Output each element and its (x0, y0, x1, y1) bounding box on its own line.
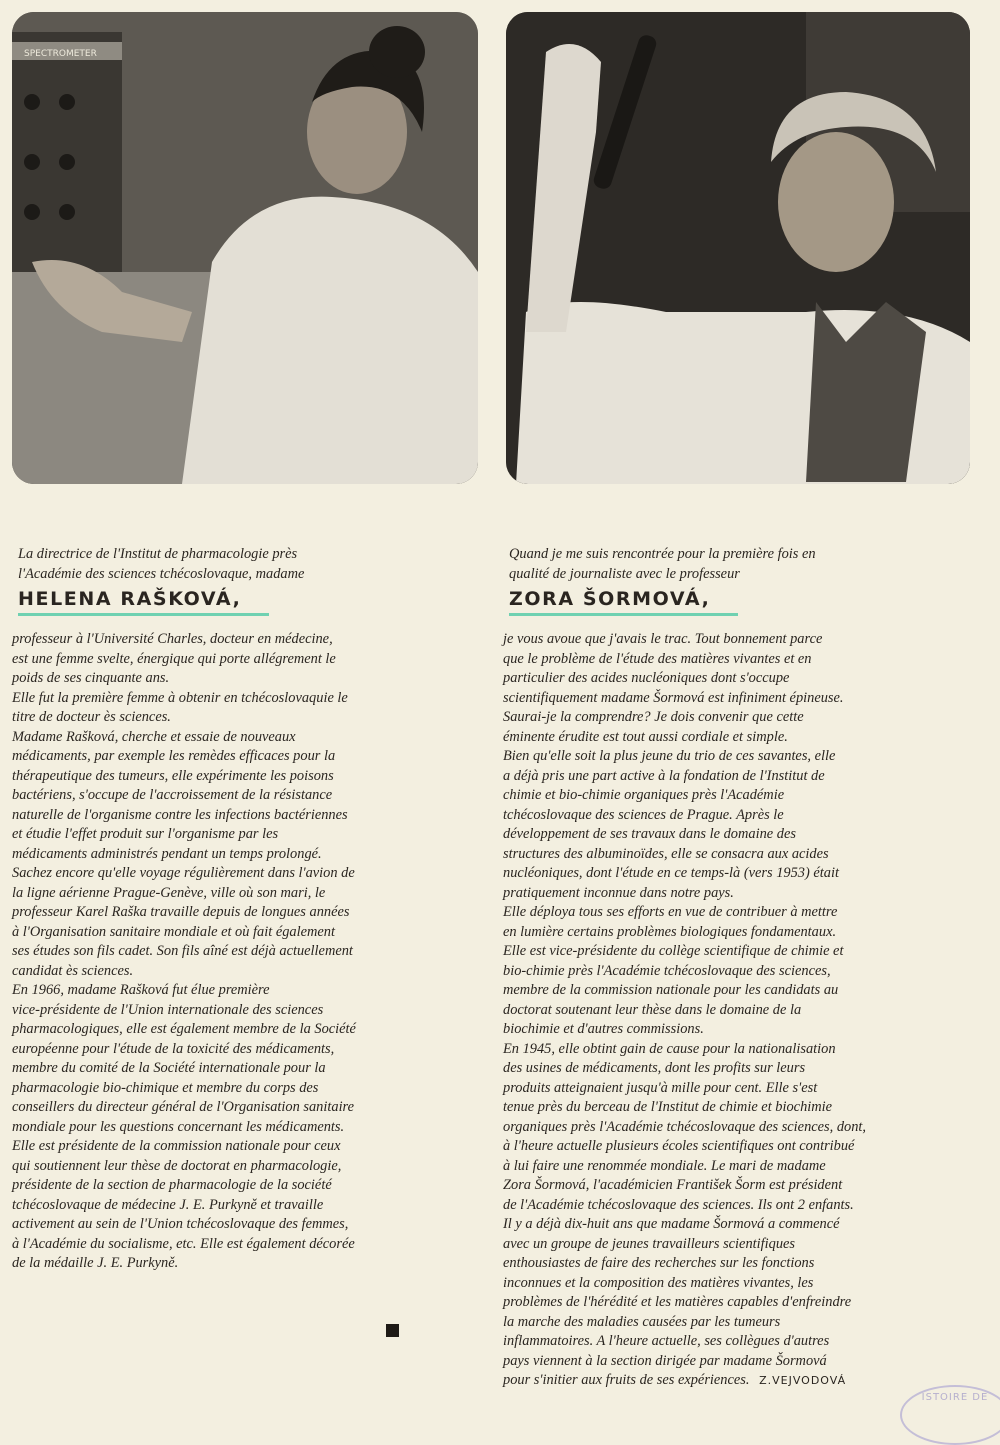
body-text (503, 630, 973, 1391)
intro-text: Quand je me suis rencontrée pour la première fois en qualité de journaliste avec le professeur (509, 546, 816, 582)
name-heading: HELENA RAŠKOVÁ, (18, 588, 269, 616)
photo-zora-sormova (506, 12, 970, 484)
library-stamp: ISTOIRE DE (900, 1385, 1000, 1445)
photo-right-illustration (506, 12, 970, 484)
end-of-article-mark (386, 1324, 399, 1337)
photo-left-illustration (12, 12, 478, 484)
photo-helena-raskova (12, 12, 478, 484)
spectrometer-label: SPECTROMETER (24, 49, 97, 59)
author-signature: Z.VEJVODOVÁ (759, 1374, 847, 1387)
body-text: professeur à l'Université Charles, docteur en médecine, est une femme svelte, énergique qui porte allégrement le poids de ses cinquante ans. Elle fut la première femme à obtenir en tchécoslovaquie le titre de docteur ès sciences. Madame Rašková, cherche et essaie de nouveaux médicaments, par exemple les remèdes efficaces pour la thérapeutique des tumeurs, elle expérimente les poisons bactériens, s'occupe de l'accroissement de la résistance naturelle de l'organisme contre les infections bactériennes et étudie l'effet produit sur l'organisme par les médicaments administrés pendant un temps prolongé. Sachez encore qu'elle voyage régulièrement dans l'avion de la ligne aérienne Prague-Genève, ville où son mari, le professeur Karel Raška travaille depuis de longues années à l'Organisation sanitaire mondiale et où fait également ses études son fils cadet. Son fils aîné est déjà actuellement candidat ès sciences. En 1966, madame Rašková fut élue première vice-présidente de l'Union internationale des sciences pharmacologiques, elle est également membre de la Société européenne pour l'étude de la toxicité des médicaments, membre du comité de la Société internationale pour la pharmacologie bio-chimique et membre du corps des conseillers du directeur général de l'Organisation sanitaire mondiale pour les questions concernant les médicaments. Elle est présidente de la commission nationale pour ceux qui soutiennent leur thèse de doctorat en pharmacologie, présidente de la section de pharmacologie de la société tchécoslovaque de médecine J. E. Purkyně et travaille activement au sein de l'Union tchécoslovaque des femmes, à l'Académie du socialisme, etc. Elle est également décorée de la médaille J. E. Purkyně. (12, 631, 356, 1271)
article-helena-raskova (12, 545, 472, 1274)
name-heading: ZORA ŠORMOVÁ, (509, 588, 738, 616)
article-zora-sormova (503, 545, 973, 1391)
intro-text: La directrice de l'Institut de pharmacologie près l'Académie des sciences tchécoslovaque, madame (18, 546, 305, 582)
body-text-content: je vous avoue que j'avais le trac. Tout bonnement parce que le problème de l'étude des matières vivantes et en particulier des acides nucléoniques dont s'occupe scientifiquement madame Šormová est infiniment épineuse. Saurai-je la comprendre? Je dois convenir que cette éminente érudite est tout aussi cordiale et simple. Bien qu'elle soit la plus jeune du trio de ces savantes, elle a déjà pris une part active à la fondation de l'Institut de chimie et bio-chimie organiques près l'Académie tchécoslovaque des sciences de Prague. Après le développement de ses travaux dans le domaine des structures des albuminoïdes, elle se consacra aux acides nucléoniques, dont l'étude en ce temps-là (vers 1953) était pratiquement inconnue dans notre pays. Elle déploya tous ses efforts en vue de contribuer à mettre en lumière certains problèmes biologiques fondamentaux. Elle est vice-présidente du collège scientifique de chimie et bio-chimie près l'Académie tchécoslovaque des sciences, membre de la commission nationale pour les candidats au doctorat soutenant leur thèse dans le domaine de la biochimie et d'autres commissions. En 1945, elle obtint gain de cause pour la nationalisation des usines de médicaments, dont les profits sur leurs produits atteignaient jusqu'à mille pour cent. Elle s'est tenue près du berceau de l'Institut de chimie et biochimie organiques près l'Académie tchécoslovaque des sciences, dont, à l'heure actuelle plusieurs écoles scientifiques ont contribué à lui faire une renommée mondiale. Le mari de madame Zora Šormová, l'académicien František Šorm est président de l'Académie tchécoslovaque des sciences. Ils ont 2 enfants. Il y a déjà dix-huit ans que madame Šormová a commencé avec un groupe de jeunes travailleurs scientifiques enthousiastes de faire des recherches sur les fonctions inconnues et la composition des matières vivantes, les problèmes de l'hérédité et les matières capables d'enfreindre la marche des maladies causées par les tumeurs inflammatoires. A l'heure actuelle, ses collègues d'autres pays viennent à la section dirigée par madame Šormová pour s'initier aux fruits de ses expériences. (503, 631, 867, 1388)
